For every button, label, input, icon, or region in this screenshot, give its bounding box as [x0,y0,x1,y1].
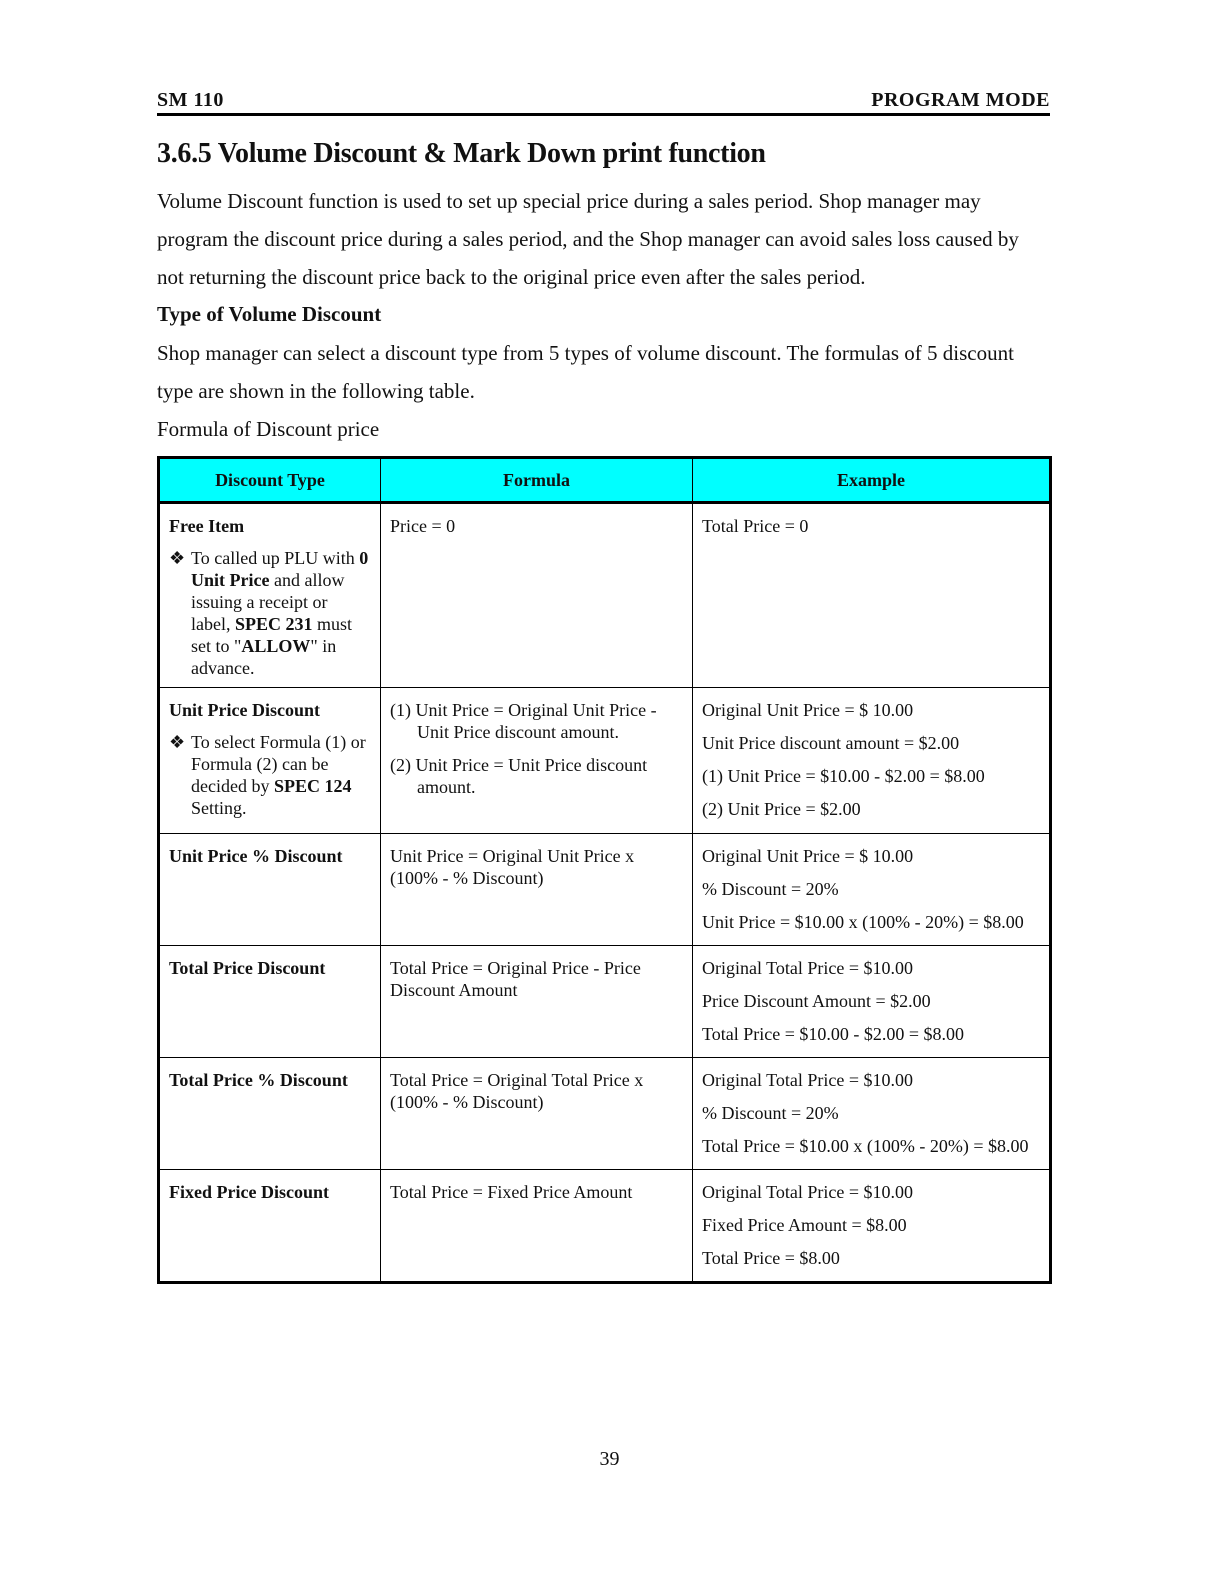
formula-cell [381,834,693,946]
discount-type-cell [159,946,381,1058]
formula-line [390,699,683,743]
formula-line: Total Price = Fixed Price Amount [390,1182,633,1202]
discount-type-name: Unit Price Discount [169,700,320,720]
example-cell [693,503,1051,688]
note-emphasis: SPEC 231 [234,614,313,634]
body-line: type are shown in the following table. [157,379,475,403]
example-line: Total Price = $10.00 - $2.00 = $8.00 [702,1024,965,1044]
example-line: Total Price = $8.00 [702,1248,840,1268]
example-cell [693,946,1051,1058]
table-row [159,688,1051,834]
body-line: Shop manager can select a discount type from 5 types of volume discount. The formulas of 5 discount [157,341,1014,365]
formula-cell [381,503,693,688]
discount-type-cell [159,1058,381,1170]
formula-line: Price = 0 [390,516,456,536]
table-header-row [159,458,1051,503]
body-paragraph [157,334,1057,448]
example-line: Original Unit Price = $ 10.00 [702,846,914,866]
formula-line: Total Price = Original Price - Price Discount Amount [390,958,641,1000]
intro-line: Volume Discount function is used to set up special price during a sales period. Shop manager may [157,189,981,213]
example-line: Fixed Price Amount = $8.00 [702,1215,907,1235]
table-row [159,834,1051,946]
example-line: Original Total Price = $10.00 [702,958,914,978]
formula-line: Total Price = Original Total Price x (100% - % Discount) [390,1070,644,1112]
header-section: PROGRAM MODE [871,89,1050,111]
formula-line [390,754,683,798]
example-line: Total Price = 0 [702,516,809,536]
example-line: % Discount = 20% [702,1103,839,1123]
table-row [159,946,1051,1058]
example-line: Total Price = $10.00 x (100% - 20%) = $8.00 [702,1136,1029,1156]
example-line: Unit Price = $10.00 x (100% - 20%) = $8.00 [702,912,1024,932]
page-number: 39 [599,1448,620,1470]
example-cell [693,688,1051,834]
note-text: To called up PLU with 0 Unit Price and allow issuing a receipt or label, SPEC 231 must set to "ALLOW" in advance. [191,548,369,678]
discount-type-name: Unit Price % Discount [169,846,343,866]
intro-paragraph [157,182,1057,296]
subheading: Type of Volume Discount [157,302,382,326]
discount-type-name: Fixed Price Discount [169,1182,329,1202]
discount-formula-table [157,456,1052,1284]
example-cell [693,834,1051,946]
diamond-bullet-icon: ❖ [169,732,186,752]
page-header [157,88,1050,116]
example-cell [693,1058,1051,1170]
formula-text: (1) Unit Price = Original Unit Price - [390,700,657,720]
col-header-example: Example [693,458,1051,503]
example-line: Original Total Price = $10.00 [702,1070,914,1090]
formula-cell [381,688,693,834]
discount-type-cell [159,688,381,834]
diamond-bullet-icon: ❖ [169,548,186,568]
formula-line: Unit Price = Original Unit Price x (100% - % Discount) [390,846,635,888]
discount-type-name: Free Item [169,516,245,536]
formula-cell [381,946,693,1058]
col-header-type: Discount Type [159,458,381,503]
example-cell [693,1170,1051,1283]
note-emphasis: 0 Unit Price [191,548,369,590]
spec-note [169,731,371,819]
discount-type-cell [159,503,381,688]
example-line: (2) Unit Price = $2.00 [702,799,861,819]
section-title: 3.6.5 Volume Discount & Mark Down print function [157,138,766,169]
example-line: (1) Unit Price = $10.00 - $2.00 = $8.00 [702,766,985,786]
formula-text: Unit Price discount amount. [417,722,619,742]
formula-text: amount. [417,777,476,797]
formula-text: (2) Unit Price = Unit Price discount [390,755,648,775]
formula-cell [381,1170,693,1283]
table-caption: Formula of Discount price [157,417,380,441]
note-text: To select Formula (1) or Formula (2) can be decided by SPEC 124 Setting. [191,732,366,818]
intro-line: not returning the discount price back to the original price even after the sales period. [157,265,866,289]
discount-type-name: Total Price Discount [169,958,326,978]
table-row [159,503,1051,688]
example-line: % Discount = 20% [702,879,839,899]
discount-type-cell [159,1170,381,1283]
example-line: Price Discount Amount = $2.00 [702,991,931,1011]
col-header-formula: Formula [381,458,693,503]
example-line: Unit Price discount amount = $2.00 [702,733,960,753]
formula-cell [381,1058,693,1170]
discount-type-name: Total Price % Discount [169,1070,348,1090]
note-emphasis: ALLOW [241,636,311,656]
intro-line: program the discount price during a sales period, and the Shop manager can avoid sales loss caused by [157,227,1019,251]
table-row [159,1058,1051,1170]
header-model: SM 110 [157,89,224,111]
example-line: Original Unit Price = $ 10.00 [702,700,914,720]
example-line: Original Total Price = $10.00 [702,1182,914,1202]
table-row [159,1170,1051,1283]
note-emphasis: SPEC 124 [273,776,352,796]
spec-note [169,547,371,679]
discount-type-cell [159,834,381,946]
